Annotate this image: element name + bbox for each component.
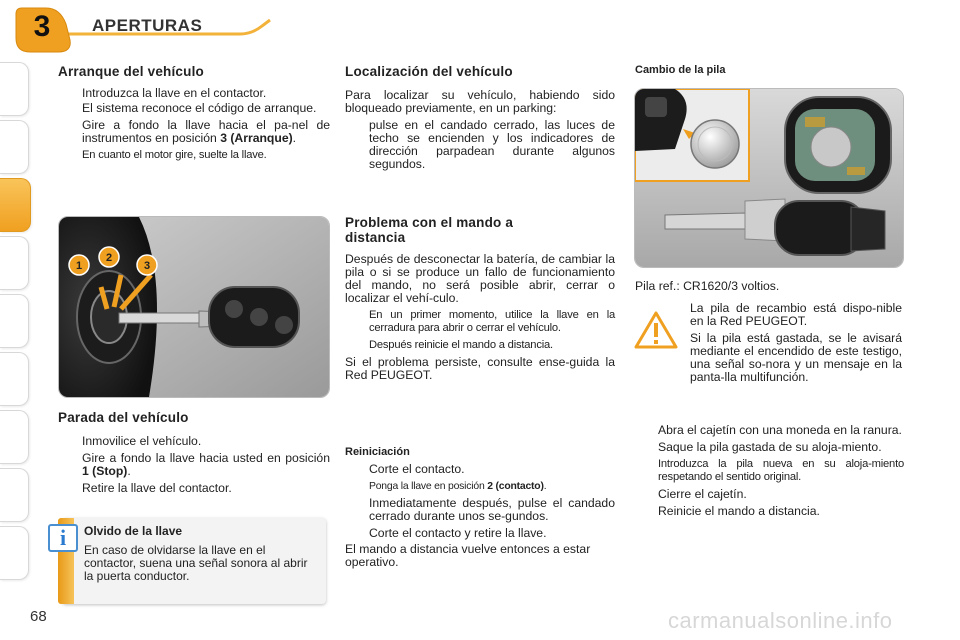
localizacion-title: Localización del vehículo xyxy=(345,64,513,79)
list-item: Retire la llave del contactor. xyxy=(82,481,232,495)
position-label-1: 1 xyxy=(75,260,83,272)
section-problema xyxy=(345,215,615,382)
olvido-title: Olvido de la llave xyxy=(84,524,183,538)
list-item-note: El sistema reconoce el código de arranque. xyxy=(82,101,317,115)
list-item: Gire a fondo la llave hacia el pa-nel de instrumentos en posición 3 (Arranque). xyxy=(82,118,330,145)
ignition-key-figure xyxy=(58,216,330,398)
list-item: En cuanto el motor gire, suelte la llave. xyxy=(82,149,267,161)
side-tab-9[interactable] xyxy=(0,526,29,580)
chapter-title: APERTURAS xyxy=(92,16,203,35)
side-tab-3-active[interactable] xyxy=(0,178,31,232)
info-icon: i xyxy=(48,524,78,552)
side-tab-2[interactable] xyxy=(0,120,29,174)
side-tab-8[interactable] xyxy=(0,468,29,522)
list-item: Después reinicie el mando a distancia. xyxy=(369,339,553,351)
page-number: 68 xyxy=(30,608,47,625)
list-item: Ponga la llave en posición 2 (contacto). xyxy=(369,481,547,492)
list-item: Abra el cajetín con una moneda en la ranura. xyxy=(658,423,902,437)
position-label-3: 3 xyxy=(143,260,151,272)
warning-note xyxy=(690,302,902,384)
battery-ref: Pila ref.: CR1620/3 voltios. xyxy=(635,279,780,293)
side-tab-6[interactable] xyxy=(0,352,29,406)
section-reiniciacion xyxy=(345,446,615,569)
battery-steps xyxy=(634,420,904,518)
warning-paragraph: Si la pila está gastada, se le avisará mediante el encendido de este testigo, una señal so-nora y un mensaje en la panta-lla multifunción. xyxy=(690,331,902,384)
side-tab-4[interactable] xyxy=(0,236,29,290)
side-tab-5[interactable] xyxy=(0,294,29,348)
problema-intro: Después de desconectar la batería, de cambiar la pila o si se produce un fallo de funcionamiento del mando, no será posible abrir, cerrar o localizar el vehí-culo. xyxy=(345,252,615,305)
side-tab-1[interactable] xyxy=(0,62,29,116)
section-parada xyxy=(58,410,330,495)
list-item: Introduzca la llave en el contactor. xyxy=(82,86,267,100)
info-box-content xyxy=(84,524,320,583)
reiniciacion-title: Reiniciación xyxy=(345,446,410,458)
list-item: Inmovilice el vehículo. xyxy=(82,434,202,448)
list-item: Gire a fondo la llave hacia usted en posición 1 (Stop). xyxy=(82,451,330,478)
problema-title: Problema con el mando a distancia xyxy=(345,215,514,245)
list-item: Corte el contacto y retire la llave. xyxy=(369,526,547,540)
list-item: Saque la pila gastada de su aloja-miento. xyxy=(658,440,882,454)
localizacion-intro: Para localizar su vehículo, habiendo sido bloqueado previamente, en un parking: xyxy=(345,88,615,115)
side-tab-7[interactable] xyxy=(0,410,29,464)
battery-replacement-figure xyxy=(634,88,904,268)
chapter-number: 3 xyxy=(33,10,51,43)
position-label-2: 2 xyxy=(105,252,113,264)
reiniciacion-outro: El mando a distancia vuelve entonces a estar operativo. xyxy=(345,542,591,569)
list-item: pulse en el candado cerrado, las luces de techo se encienden y los indicadores de dirección parpadean durante algunos segundos. xyxy=(369,118,615,171)
list-item: Introduzca la pila nueva en su aloja-miento respetando el sentido original. xyxy=(658,458,904,483)
warning-paragraph: La pila de recambio está dispo-nible en la Red PEUGEOT. xyxy=(690,301,902,328)
parada-title: Parada del vehículo xyxy=(58,410,189,425)
list-item: Corte el contacto. xyxy=(369,462,465,476)
list-item: Reinicie el mando a distancia. xyxy=(658,504,820,518)
list-item: Cierre el cajetín. xyxy=(658,487,747,501)
section-localizacion xyxy=(345,64,615,171)
warning-triangle-icon xyxy=(634,310,678,350)
watermark: carmanualsonline.info xyxy=(668,608,893,633)
cambio-pila-title: Cambio de la pila xyxy=(635,64,726,76)
arranque-title: Arranque del vehículo xyxy=(58,64,204,79)
list-item: En un primer momento, utilice la llave en la cerradura para abrir o cerrar el vehículo. xyxy=(369,309,615,334)
list-item: Inmediatamente después, pulse el candado cerrado durante unos se-gundos. xyxy=(369,496,615,523)
problema-outro: Si el problema persiste, consulte ense-guida la Red PEUGEOT. xyxy=(345,355,615,382)
olvido-text: En caso de olvidarse la llave en el contactor, suena una señal sonora al abrir la puerta conductor. xyxy=(84,543,308,583)
section-arranque xyxy=(58,64,330,162)
